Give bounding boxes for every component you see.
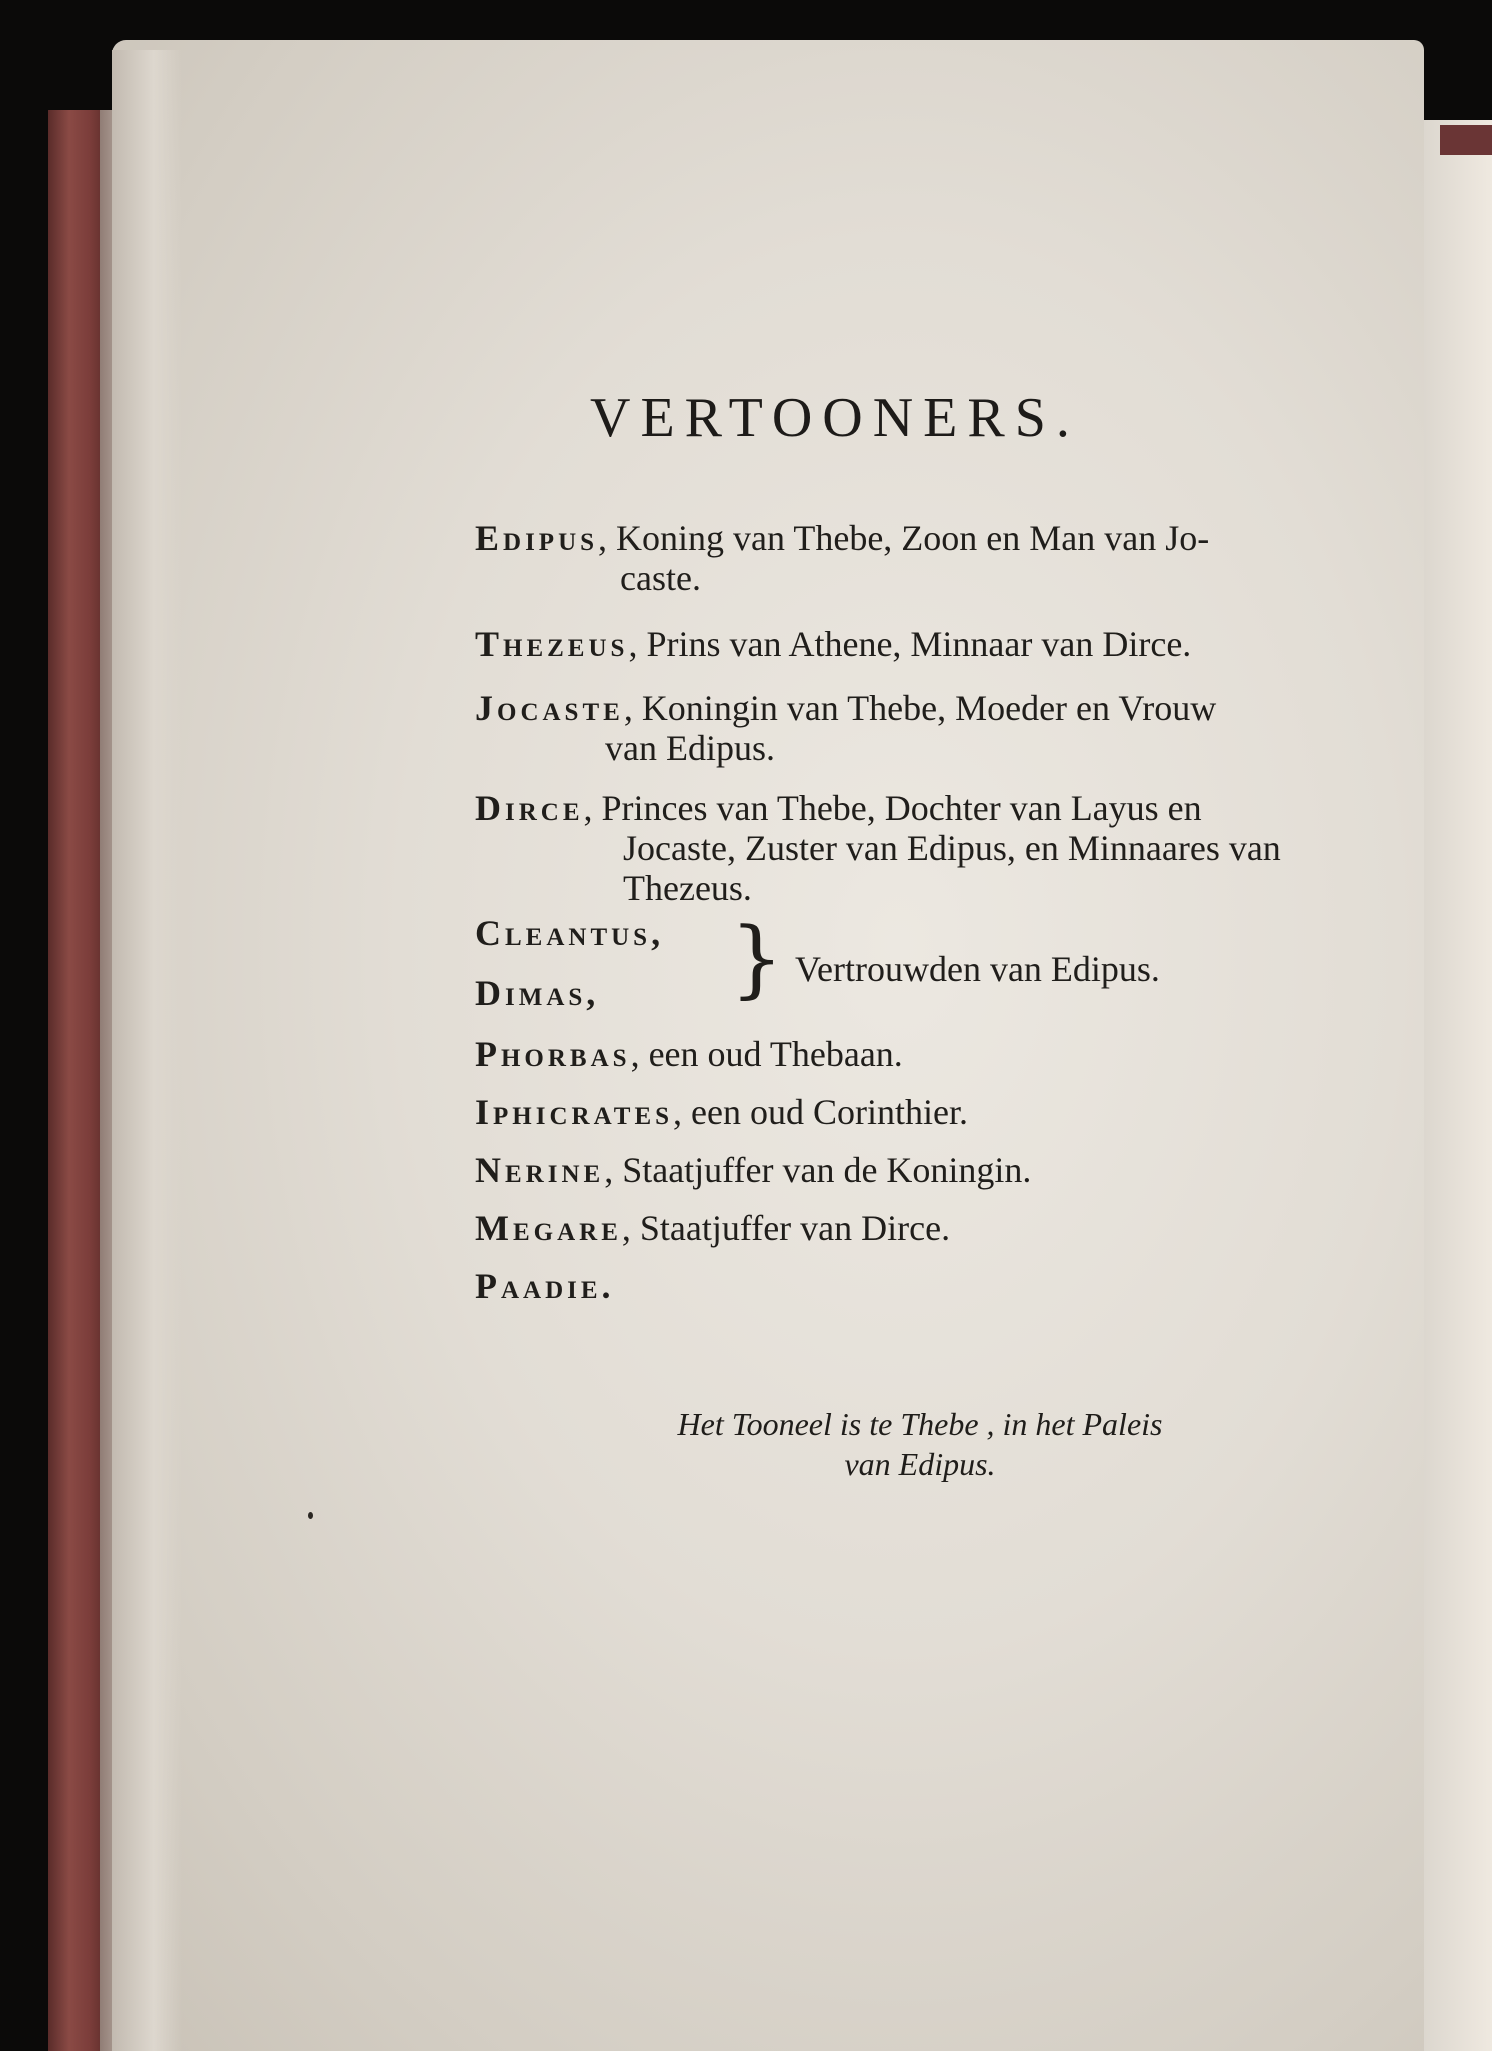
character-description-continued: caste. (620, 558, 701, 598)
character-description: , Staatjuffer van Dirce. (621, 1208, 951, 1248)
character-name: Paadie. (475, 1266, 615, 1306)
character-name: Jocaste (475, 688, 624, 728)
character-name: Dirce (475, 788, 584, 828)
character-description-continued: van Edipus. (605, 728, 775, 768)
character-entry (475, 688, 1345, 768)
character-description: , Prins van Athene, Minnaar van Dirce. (628, 624, 1192, 664)
scene-line: Het Tooneel is te Thebe , in het Paleis (677, 1406, 1163, 1442)
character-name: Megare (475, 1208, 622, 1248)
curly-brace: } (730, 909, 784, 1007)
character-name: Phorbas (475, 1034, 631, 1074)
character-description-continued: Jocaste, Zuster van Edipus, en Minnaares van (623, 828, 1281, 868)
character-entry (475, 518, 1345, 598)
character-entry (475, 1208, 1345, 1248)
page-title: VERTOONERS. (590, 387, 1080, 449)
character-name-cleantus: Cleantus, (475, 913, 665, 953)
facing-cover-corner (1440, 125, 1492, 155)
character-name: Edipus (475, 518, 599, 558)
character-name-dimas: Dimas, (475, 973, 600, 1013)
character-name: Iphicrates (475, 1092, 674, 1132)
character-description: , een oud Thebaan. (630, 1034, 903, 1074)
character-description: , Koning van Thebe, Zoon en Man van Jo- (598, 518, 1210, 558)
character-description: , een oud Corinthier. (673, 1092, 968, 1132)
character-entry (475, 1092, 1345, 1132)
confidants-description: Vertrouwden van Edipus. (795, 949, 1160, 989)
character-entry (475, 788, 1345, 908)
character-description: , Staatjuffer van de Koningin. (604, 1150, 1032, 1190)
character-name: Thezeus (475, 624, 629, 664)
character-description: , Princes van Thebe, Dochter van Layus en (583, 788, 1202, 828)
confidants-group (475, 909, 1375, 1022)
character-entry (475, 624, 1345, 664)
page-stack-edge (112, 50, 182, 2051)
scene-line: van Edipus. (844, 1446, 996, 1482)
character-entry (475, 1150, 1345, 1190)
character-description-continued: Thezeus. (623, 868, 752, 908)
ink-spot (308, 1512, 313, 1519)
character-entry (475, 1034, 1345, 1074)
character-description: , Koningin van Thebe, Moeder en Vrouw (623, 688, 1217, 728)
scene-setting-note (600, 1404, 1240, 1484)
character-entry (475, 1266, 1345, 1306)
character-name: Nerine (475, 1150, 605, 1190)
